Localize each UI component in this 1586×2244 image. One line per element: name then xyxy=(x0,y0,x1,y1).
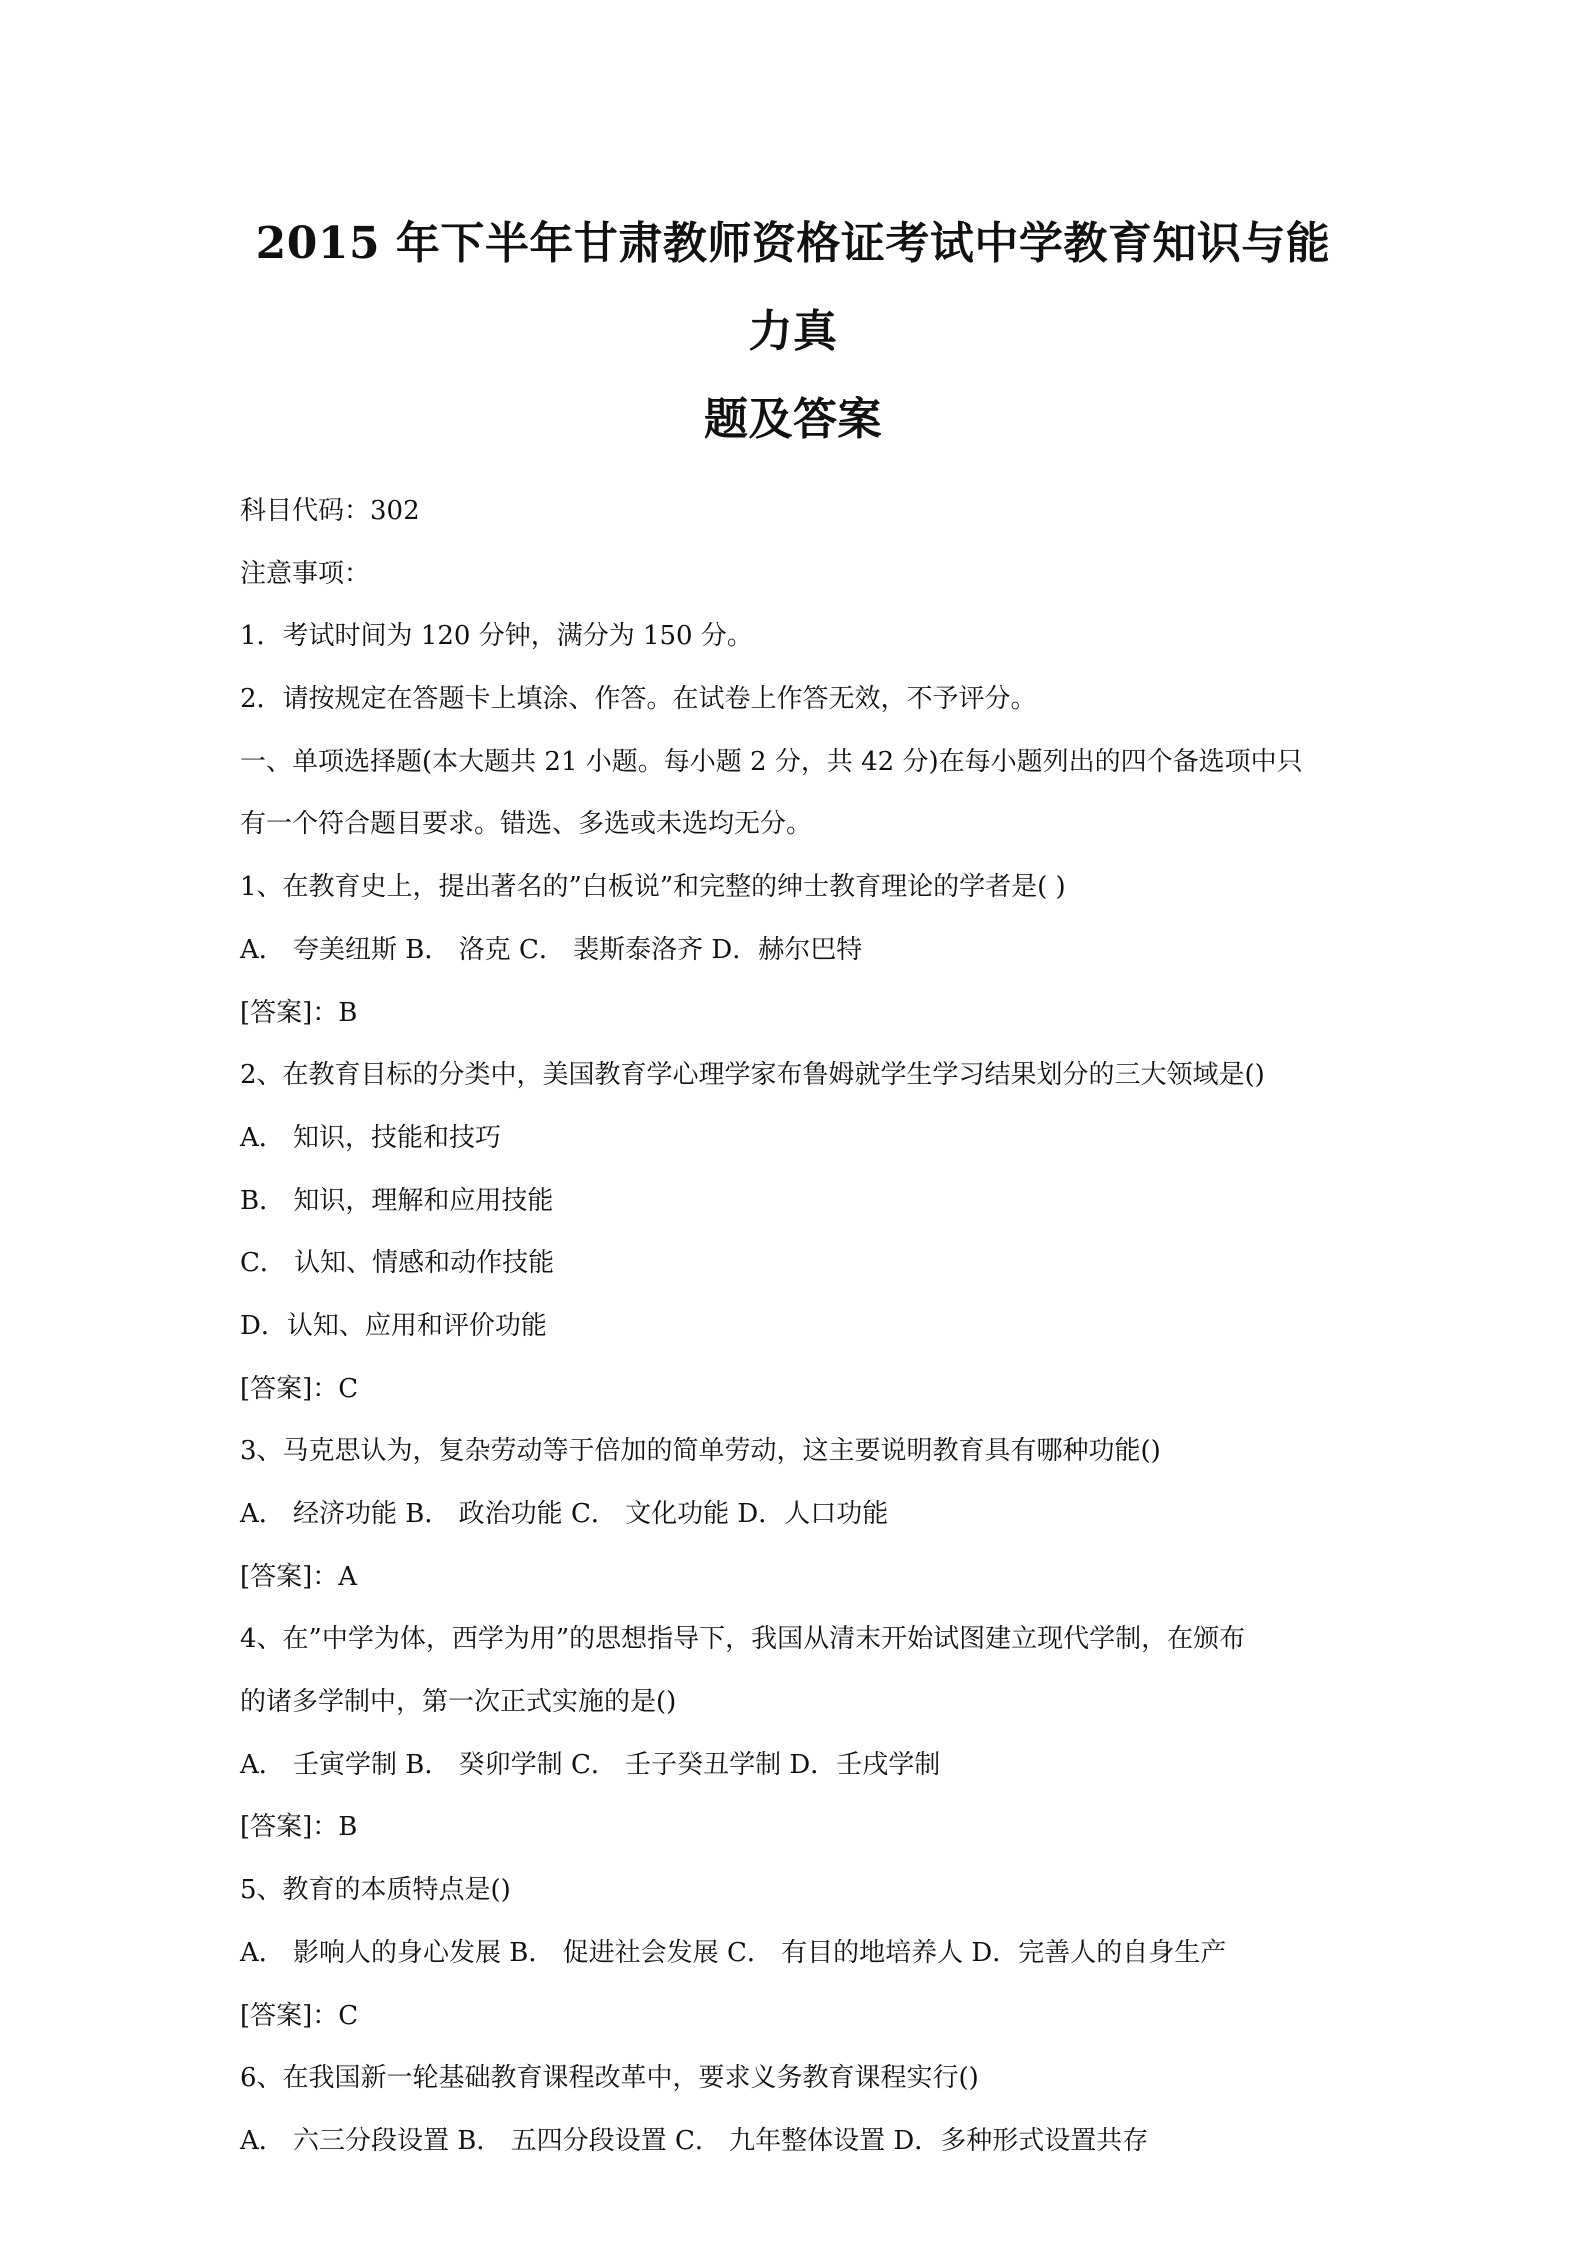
subject-code: 科目代码：302 xyxy=(240,496,420,526)
question-2-option-a: A． 知识，技能和技巧 xyxy=(240,1122,502,1153)
question-2-answer: [答案]：C xyxy=(240,1373,359,1404)
question-1-options: A． 夸美纽斯 B． 洛克 C． 裴斯泰洛齐 D．赫尔巴特 xyxy=(240,934,863,965)
section-instructions-line-1: 一、单项选择题(本大题共 21 小题。每小题 2 分，共 42 分)在每小题列出的四个备选项中只 xyxy=(240,746,1303,777)
note-1: 1．考试时间为 120 分钟，满分为 150 分。 xyxy=(240,621,753,652)
title-line-2: 题及答案 xyxy=(704,394,882,445)
question-2-option-b: B． 知识，理解和应用技能 xyxy=(240,1185,554,1216)
question-5-answer: [答案]：C xyxy=(240,2000,359,2031)
document-body xyxy=(240,480,1346,2173)
notes-heading: 注意事项： xyxy=(240,558,371,589)
question-6: 6、在我国新一轮基础教育课程改革中，要求义务教育课程实行() xyxy=(240,2063,979,2094)
question-3: 3、马克思认为，复杂劳动等于倍加的简单劳动，这主要说明教育具有哪种功能() xyxy=(240,1436,1161,1467)
section-instructions-line-2: 有一个符合题目要求。错选、多选或未选均无分。 xyxy=(240,809,813,840)
title-line-1: 2015 年下半年甘肃教师资格证考试中学教育知识与能力真 xyxy=(255,218,1331,357)
question-5-options: A． 影响人的身心发展 B． 促进社会发展 C． 有目的地培养人 D．完善人的自身生产 xyxy=(240,1937,1227,1968)
document-title xyxy=(240,0,1346,464)
question-3-options: A． 经济功能 B． 政治功能 C． 文化功能 D．人口功能 xyxy=(240,1499,889,1529)
question-4-answer: [答案]：B xyxy=(240,1812,358,1843)
question-1-answer: [答案]：B xyxy=(240,997,358,1028)
question-2-option-c: C． 认知、情感和动作技能 xyxy=(240,1248,555,1279)
question-1: 1、在教育史上，提出著名的”白板说”和完整的绅士教育理论的学者是( ) xyxy=(240,872,1066,903)
question-5: 5、教育的本质特点是() xyxy=(240,1875,511,1906)
question-3-answer: [答案]：A xyxy=(240,1561,358,1592)
question-2: 2、在教育目标的分类中，美国教育学心理学家布鲁姆就学生学习结果划分的三大领域是() xyxy=(240,1060,1265,1091)
question-4-line-2: 的诸多学制中，第一次正式实施的是() xyxy=(240,1687,677,1718)
question-2-option-d: D．认知、应用和评价功能 xyxy=(240,1310,547,1341)
question-4-options: A． 壬寅学制 B． 癸卯学制 C． 壬子癸丑学制 D．壬戌学制 xyxy=(240,1749,941,1780)
note-2: 2．请按规定在答题卡上填涂、作答。在试卷上作答无效，不予评分。 xyxy=(240,684,1037,715)
question-6-options: A． 六三分段设置 B． 五四分段设置 C． 九年整体设置 D．多种形式设置共存 xyxy=(240,2125,1149,2156)
question-4-line-1: 4、在”中学为体，西学为用”的思想指导下，我国从清末开始试图建立现代学制，在颁布 xyxy=(240,1624,1246,1655)
